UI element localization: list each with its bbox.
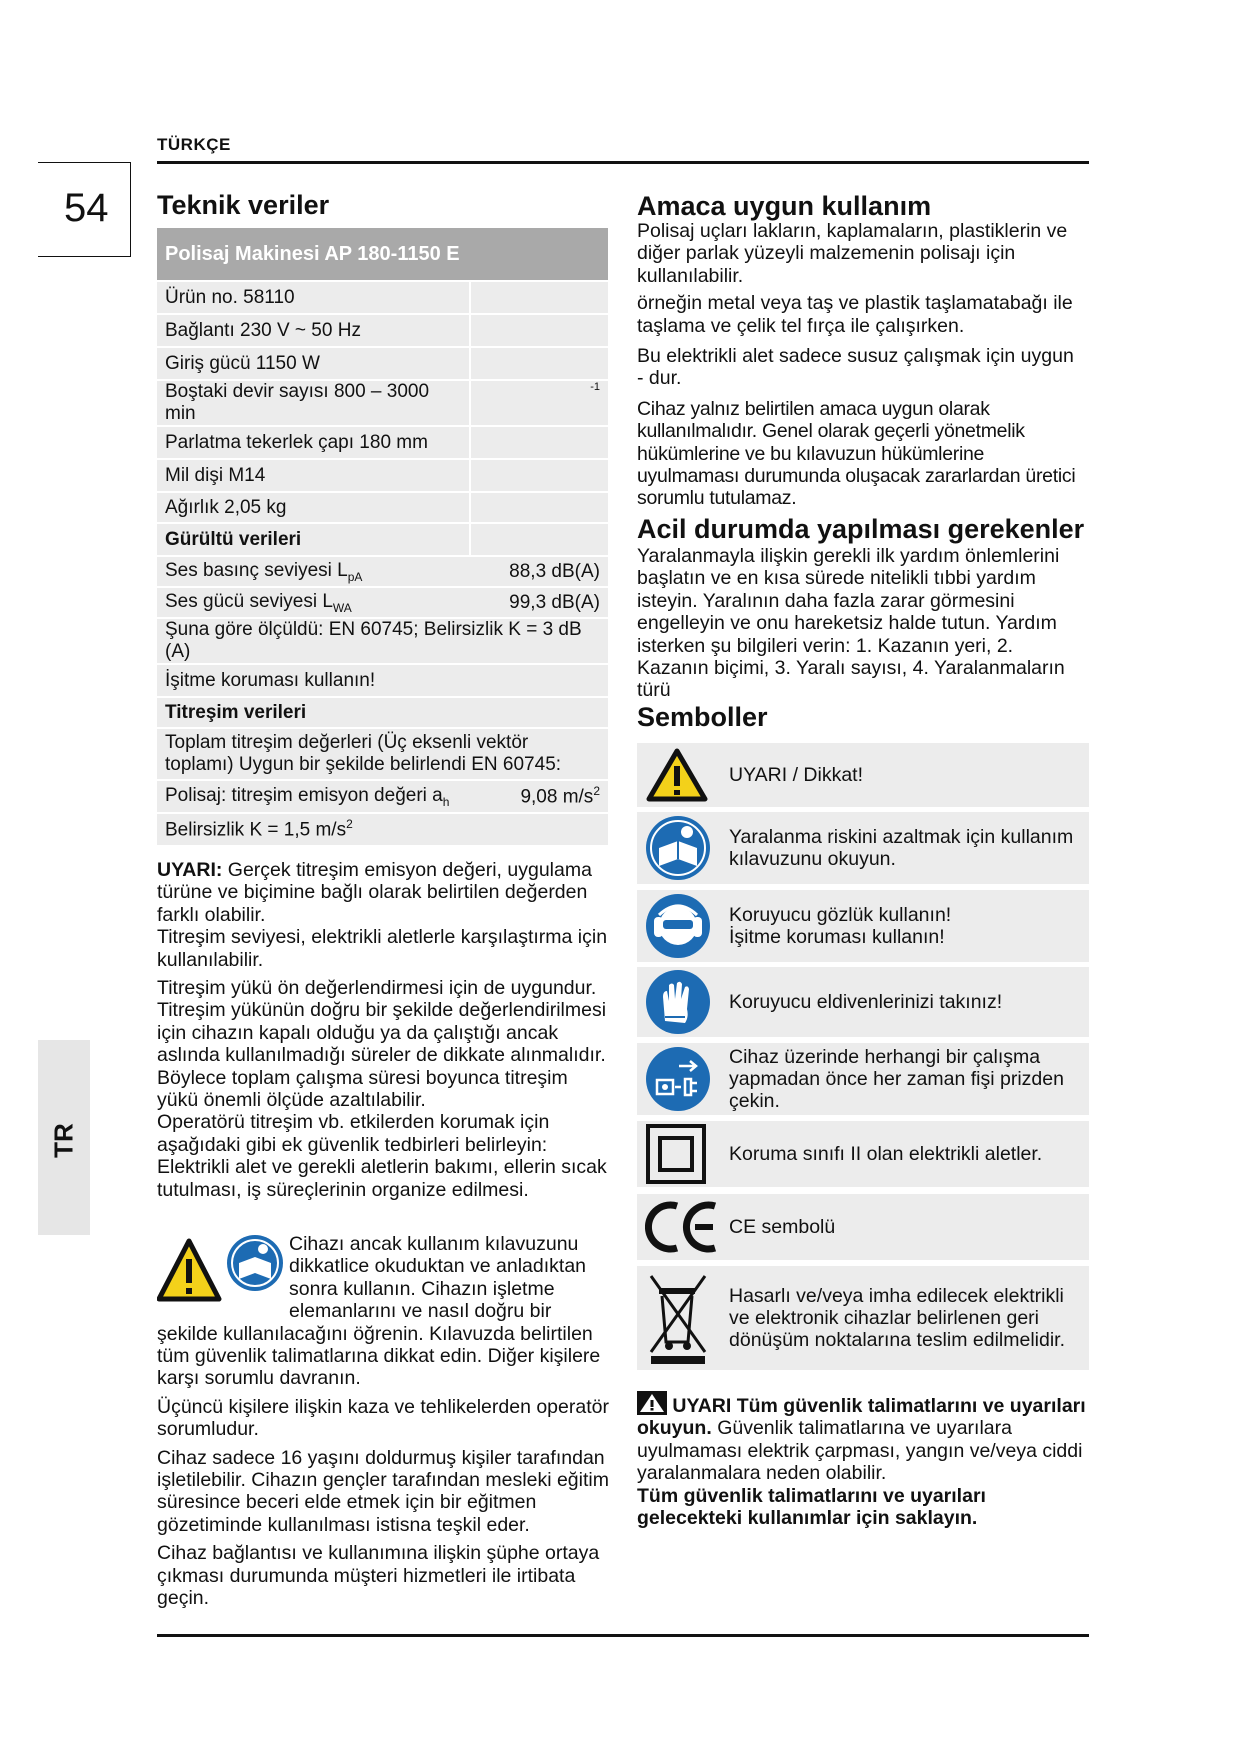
page-number: 54: [64, 186, 109, 230]
spec-cell: Ürün no. 58110: [157, 281, 470, 314]
table-row: [157, 813, 608, 846]
noise-heading: Gürültü verileri: [157, 523, 470, 556]
bottom-rule: [157, 1634, 1089, 1637]
vibration-warning: UYARI: Gerçek titreşim emisyon değeri, uygulama türüne ve biçimine bağlı olarak belirtilen değerden farklı olabilir. Titreşim seviyesi, elektrikli aletlerle karşılaştırma için kullanılabilir. Titreşim yükü ön değerlendirmesi için de uygundur. Titreşim yükünün doğru bir şekilde değerlendirilmesi için cihazın kapalı olduğu ya da çalıştığı ancak aslında kullanılmadığı süreler de dikkate alınmalıdır. Böylece toplam çalışma süresi boyunca titreşim yükü önemli ölçüde azaltılabilir. Operatörü titreşim vb. etkilerden korumak için aşağıdaki gibi ek güvenlik tedbirleri belirleyin: Elektrikli alet ve gerekli aletlerin bakımı, ellerin sıcak tutulması, iş süreçlerinin organize edilmesi.: [157, 859, 608, 1201]
symbol-row-weee: [637, 1266, 1089, 1370]
symbol-row-class2: [637, 1121, 1089, 1187]
symbol-row-goggles: [637, 890, 1089, 962]
safety-note: UYARI Tüm güvenlik talimatlarını ve uyarıları okuyun. Güvenlik talimatlarına ve uyarılara uyulmaması elektrik çarpması, yangın ve/veya ciddi yaralanmalara neden olabilir. Tüm güvenlik talimatlarını ve uyarıları gelecekteki kullanımlar için saklayın.: [637, 1391, 1089, 1529]
symbol-label: Koruyucu eldivenlerinizi takınız!: [729, 991, 1003, 1013]
table-row: [157, 664, 608, 697]
ce-mark-icon: [645, 1198, 721, 1256]
table-row: [157, 523, 608, 556]
warning-triangle-icon: [645, 746, 709, 804]
table-row: [157, 281, 608, 314]
read-manual-icon: [227, 1235, 283, 1291]
spec-cell: Boştaki devir sayısı 800 – 3000 min: [157, 380, 470, 426]
language-header: TÜRKÇE: [157, 135, 231, 154]
rpm-unit-exponent: -1: [470, 380, 608, 426]
weee-bin-icon: [645, 1270, 711, 1366]
spec-cell: Bağlantı 230 V ~ 50 Hz: [157, 314, 470, 347]
spec-cell: Giriş gücü 1150 W: [157, 347, 470, 380]
symbols-title: Semboller: [637, 702, 768, 732]
table-row: [157, 459, 608, 492]
table-row: [157, 697, 608, 728]
unplug-icon: [645, 1046, 711, 1112]
vibration-total: Toplam titreşim değerleri (Üç eksenli vektör toplamı) Uygun bir şekilde belirlendi EN 60745:: [157, 728, 608, 780]
gloves-icon: [645, 969, 711, 1035]
vibration-emission-value: 9,08 $m/s^2$: [470, 780, 608, 813]
warning-triangle-icon: [159, 1241, 219, 1299]
spec-cell: Parlatma tekerlek çapı 180 mm: [157, 426, 470, 459]
protection-class-2-icon: [645, 1123, 707, 1185]
table-row: [157, 492, 608, 523]
read-manual-icon: [645, 815, 711, 881]
intended-use-title: Amaca uygun kullanım: [637, 191, 932, 221]
table-row: [157, 780, 608, 813]
manual-icons: [157, 1233, 289, 1313]
symbol-label: Koruyucu gözlük kullanın! İşitme koruması kullanın!: [729, 904, 952, 948]
symbol-label: Cihaz üzerinde herhangi bir çalışma yapmadan önce her zaman fişi prizden çekin.: [729, 1046, 1064, 1112]
table-row: [157, 426, 608, 459]
warning-label: UYARI:: [157, 859, 223, 881]
emergency-title: Acil durumda yapılması gerekenler: [637, 514, 1085, 544]
symbol-row-unplug: [637, 1043, 1089, 1115]
tech-data-title: Teknik veriler: [157, 190, 330, 220]
sound-pressure-label: Ses basınç seviyesi $L_{pA}$: [157, 556, 470, 587]
hearing-protection-note: İşitme koruması kullanın!: [157, 664, 608, 697]
goggles-ear-protection-icon: [645, 893, 711, 959]
table-row: [157, 380, 608, 426]
intended-use-text: Polisaj uçları lakların, kaplamaların, plastiklerin ve diğer parlak yüzeyli malzemenin polisajı için kullanılabilir. örneğin metal veya taş ve plastik taşlamatabağı ile taşlama ve çelik tel fırça ile çalışırken. Bu elektrikli alet sadece susuz çalışmak için uygun - dur. Cihaz yalnız belirtilen amaca uygun olarak kullanılmalıdır. Genel olarak geçerli yönetmelik hükümlerine ve bu kılavuzun hükümlerine uyulmaması durumunda oluşacak zararlardan üretici sorumlu tutulamaz.: [637, 220, 1076, 510]
symbol-label: Yaralanma riskini azaltmak için kullanım kılavuzunu okuyun.: [729, 826, 1074, 870]
manual-instructions: Cihazı ancak kullanım kılavuzunu dikkatlice okuduktan ve anladıktan sonra kullanın. Cihazın işletme elemanlarını ve nasıl doğru bir şekilde kullanılacağını öğrenin. Kılavuzda belirtilen tüm güvenlik talimatlarına dikkat edin. Diğer kişilere karşı sorumlu davranın. Üçüncü kişilere ilişkin kaza ve tehlikelerden operatör sorumludur. Cihaz sadece 16 yaşını doldurmuş kişiler tarafından işletilebilir. Cihazın gençler tarafından mesleki eğitim süresince beceri elde etmek için bir eğitmen gözetiminde kullanılması istisna teşkil eder. Cihaz bağlantısı ve kullanımına ilişkin şüphe ortaya çıkması durumunda müşteri hizmetleri ile irtibata geçin.: [157, 1233, 609, 1610]
sound-power-value: 99,3 dB(A): [470, 587, 608, 618]
table-row: [157, 728, 608, 780]
tech-data-table: [157, 228, 608, 847]
vibration-emission-label: Polisaj: titreşim emisyon değeri $a_h$: [157, 780, 470, 813]
spec-cell: Ağırlık 2,05 kg: [157, 492, 470, 523]
uncertainty: Belirsizlik K = 1,5 $m/s^2$: [157, 813, 608, 846]
symbol-row-gloves: [637, 967, 1089, 1037]
spec-cell: Mil dişi M14: [157, 459, 470, 492]
symbol-label: UYARI / Dikkat!: [729, 764, 863, 786]
symbol-row-warning: [637, 743, 1089, 807]
table-row: [157, 556, 608, 587]
table-row: [157, 314, 608, 347]
vibration-heading: Titreşim verileri: [157, 697, 608, 728]
table-row: [157, 587, 608, 618]
tech-table-header: Polisaj Makinesi AP 180-1150 E: [157, 228, 608, 281]
language-side-tab-label: TR: [48, 1123, 79, 1158]
measured-standard: Şuna göre ölçüldü: EN 60745; Belirsizlik K = 3 dB (A): [157, 618, 608, 664]
table-row: [157, 228, 608, 281]
symbol-row-manual: [637, 812, 1089, 884]
table-row: [157, 347, 608, 380]
symbol-label: Hasarlı ve/veya imha edilecek elektrikli ve elektronik cihazlar belirlenen geri dönüşüm noktalarına teslim edilmelidir.: [729, 1285, 1065, 1351]
table-row: [157, 618, 608, 664]
symbol-label: CE sembolü: [729, 1216, 836, 1238]
emergency-text: Yaralanmayla ilişkin gerekli ilk yardım önlemlerini başlatın ve en kısa sürede nitelikli tıbbi yardım isteyin. Yaralının daha fazla zarar görmesini engelleyin ve onu hareketsiz halde tutun. Yardım isterken şu bilgileri verin: 1. Kazanın yeri, 2. Kazanın biçimi, 3. Yaralı sayısı, 4. Yaralanmaların türü: [637, 545, 1065, 702]
top-rule: [157, 161, 1089, 164]
symbol-label: Koruma sınıfı II olan elektrikli aletler.: [729, 1143, 1043, 1165]
warning-box-icon: [637, 1391, 667, 1415]
symbol-row-ce: [637, 1194, 1089, 1260]
sound-pressure-value: 88,3 dB(A): [470, 556, 608, 587]
sound-power-label: Ses gücü seviyesi $L_{WA}$: [157, 587, 470, 618]
